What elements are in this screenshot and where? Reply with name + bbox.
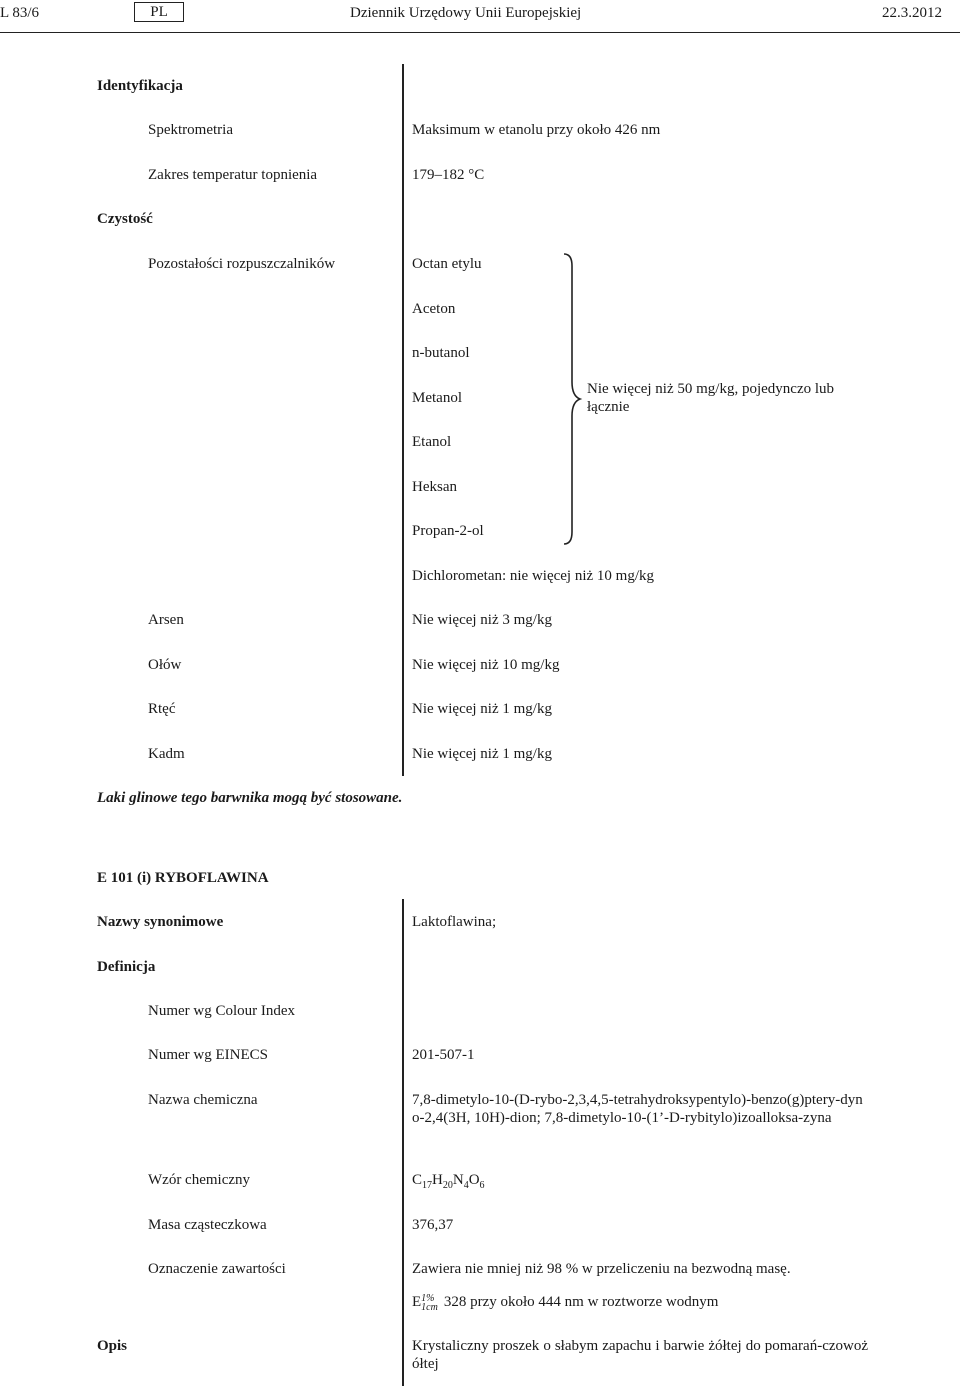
colour-index-label: Numer wg Colour Index [148, 1003, 296, 1019]
formula-c-count: 17 [422, 1180, 433, 1191]
section-title: E 101 (i) RYBOFLAWINA [97, 870, 269, 886]
mass-value: 376,37 [412, 1217, 454, 1233]
lakes-note: Laki glinowe tego barwnika mogą być stosowane. [97, 790, 403, 806]
metal-label: Arsen [148, 612, 184, 628]
chem-name-label: Nazwa chemiczna [148, 1092, 258, 1108]
einecs-label: Numer wg EINECS [148, 1047, 268, 1063]
metal-value: Nie więcej niż 10 mg/kg [412, 657, 560, 673]
spectrometry-value: Maksimum w etanolu przy około 426 nm [412, 122, 661, 138]
synonyms-value: Laktoflawina; [412, 914, 497, 930]
formula-n: N [452, 1172, 464, 1188]
extinction-e: E [412, 1294, 422, 1310]
formula-h: H [432, 1172, 443, 1188]
solvent-item: Metanol [412, 390, 462, 406]
solvents-limit: Nie więcej niż 50 mg/kg, pojedynczo lub łącznie [587, 381, 835, 415]
definition-heading: Definicja [97, 959, 156, 975]
solvent-item: Etanol [412, 434, 452, 450]
identification-heading: Identyfikacja [97, 78, 183, 94]
extinction-rest: 328 przy około 444 nm w roztworze wodnym [443, 1294, 719, 1310]
metal-label: Kadm [148, 746, 185, 762]
column-divider-1 [402, 64, 404, 776]
publication-date: 22.3.2012 [882, 5, 942, 21]
assay-value: Zawiera nie mniej niż 98 % w przeliczeniu na bezwodną masę. [412, 1261, 791, 1277]
solvent-item: Propan-2-ol [412, 523, 484, 539]
einecs-value: 201-507-1 [412, 1047, 475, 1063]
dichloromethane-limit: Dichlorometan: nie więcej niż 10 mg/kg [412, 568, 655, 584]
grouping-brace-icon [558, 252, 588, 546]
description-value: Krystaliczny proszek o słabym zapachu i barwie żółtej do pomarań-czowożółtej [412, 1338, 868, 1372]
synonyms-label: Nazwy synonimowe [97, 914, 224, 930]
solvent-item: n-butanol [412, 345, 470, 361]
extinction-value [412, 1293, 718, 1312]
description-heading: Opis [97, 1338, 128, 1354]
metal-value: Nie więcej niż 1 mg/kg [412, 746, 552, 762]
assay-label: Oznaczenie zawartości [148, 1261, 286, 1277]
metal-value: Nie więcej niż 1 mg/kg [412, 701, 552, 717]
journal-title: Dziennik Urzędowy Unii Europejskiej [350, 5, 582, 21]
solvents-label: Pozostałości rozpuszczalników [148, 256, 336, 272]
solvent-item: Heksan [412, 479, 457, 495]
metal-value: Nie więcej niż 3 mg/kg [412, 612, 552, 628]
melting-value: 179–182 °C [412, 167, 485, 183]
formula-h-count: 20 [442, 1180, 453, 1191]
column-divider-2 [402, 899, 404, 1386]
language-box: PL [134, 2, 184, 22]
formula-label: Wzór chemiczny [148, 1172, 251, 1188]
formula-c: C [412, 1172, 423, 1188]
formula-o-count: 6 [479, 1180, 485, 1191]
chem-name-value: 7,8-dimetylo-10-(D-rybo-2,3,4,5-tetrahydroksypentylo)-benzo(g)ptery-dyno-2,4(3H, 10H)-dion; 7,8-dimetylo-10-(1’-D-rybitylo)izoalloksa-zyna [412, 1092, 863, 1126]
formula-o: O [468, 1172, 480, 1188]
solvent-item: Octan etylu [412, 256, 482, 272]
purity-heading: Czystość [97, 211, 153, 227]
extinction-sub: 1cm [421, 1301, 438, 1313]
chemical-formula [412, 1171, 485, 1195]
metal-label: Ołów [148, 657, 182, 673]
metal-label: Rtęć [148, 701, 176, 717]
page-reference: L 83/6 [0, 5, 40, 21]
spectrometry-label: Spektrometria [148, 122, 233, 138]
solvent-item: Aceton [412, 301, 456, 317]
formula-n-count: 4 [463, 1180, 469, 1191]
extinction-sup: 1% [421, 1292, 435, 1304]
melting-label: Zakres temperatur topnienia [148, 167, 318, 183]
header-rule [0, 32, 960, 33]
mass-label: Masa cząsteczkowa [148, 1217, 267, 1233]
